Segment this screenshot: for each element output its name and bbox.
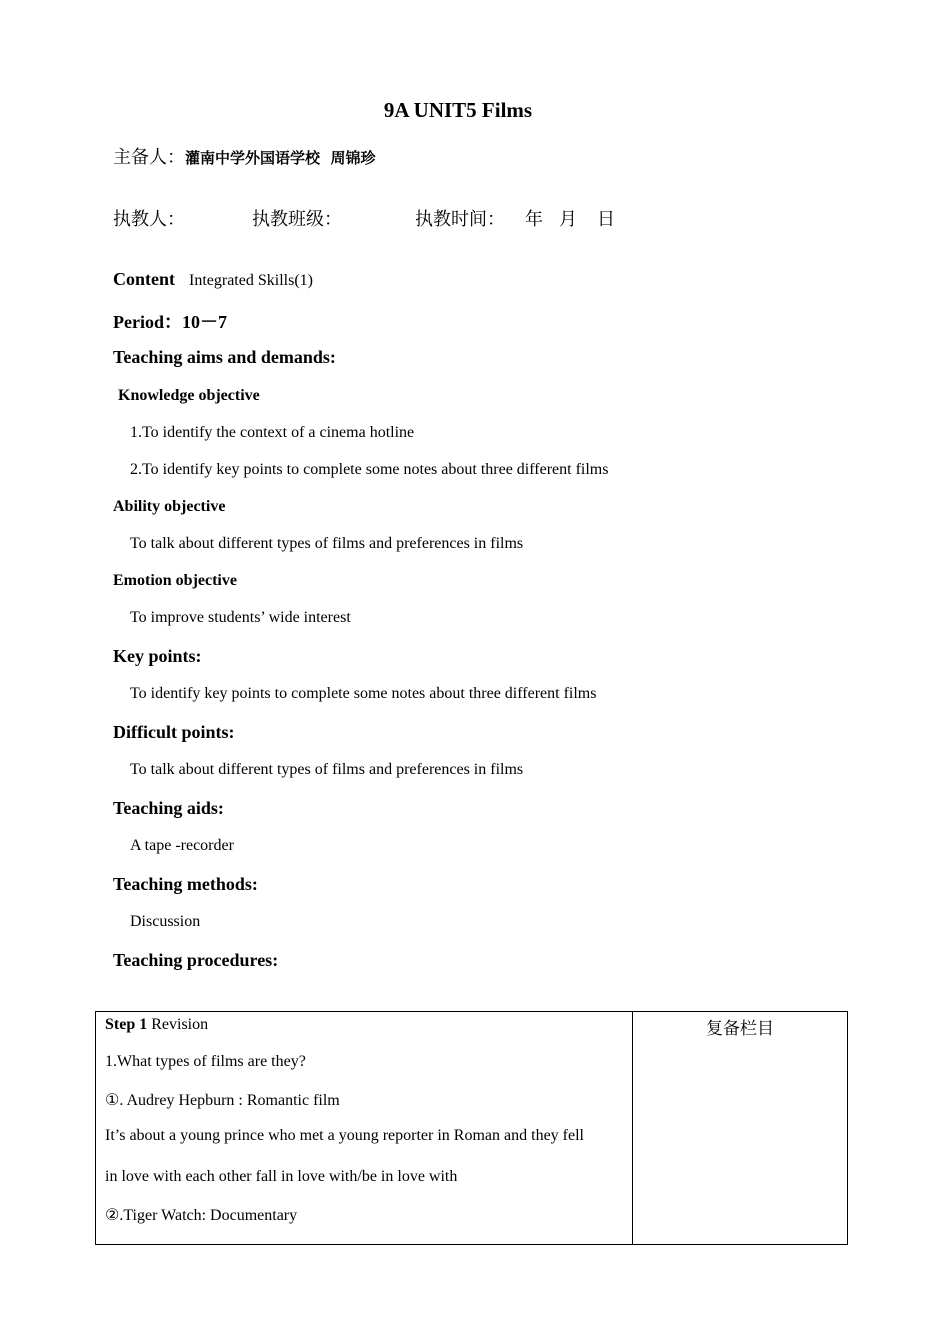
preparer-value: 灌南中学外国语学校 周锦珍 xyxy=(185,149,376,167)
content-line xyxy=(113,269,313,290)
procedure-table xyxy=(95,1011,848,1245)
emotion-text: To improve students’ wide interest xyxy=(130,609,351,626)
content-value: Integrated Skills(1) xyxy=(189,272,313,289)
knowledge-item-2: 2.To identify key points to complete some notes about three different films xyxy=(130,461,609,478)
step-title xyxy=(105,1016,208,1034)
difficult-points-heading: Difficult points: xyxy=(113,722,235,742)
content-label: Content xyxy=(113,269,175,289)
knowledge-item-1: 1.To identify the context of a cinema hotline xyxy=(130,424,415,441)
step-line-3: It’s about a young prince who met a young reporter in Roman and they fell xyxy=(105,1127,584,1144)
knowledge-heading: Knowledge objective xyxy=(118,387,260,404)
teaching-methods-text: Discussion xyxy=(130,913,201,930)
document-title: 9A UNIT5 Films xyxy=(383,98,533,122)
teaching-aids-heading: Teaching aids: xyxy=(113,798,224,818)
procedures-heading: Teaching procedures: xyxy=(113,950,279,970)
key-points-text: To identify key points to complete some notes about three different films xyxy=(130,685,597,702)
ability-heading: Ability objective xyxy=(113,498,226,515)
review-column-title: 复备栏目 xyxy=(706,1019,774,1039)
teaching-aids-text: A tape -recorder xyxy=(130,837,234,854)
procedure-main-cell xyxy=(96,1012,633,1245)
step-line-5: ②.Tiger Watch: Documentary xyxy=(105,1207,298,1224)
step-name: Revision xyxy=(151,1016,209,1033)
month-label: 月 xyxy=(559,209,577,230)
year-label: 年 xyxy=(525,209,543,230)
teaching-methods-heading: Teaching methods: xyxy=(113,874,258,894)
step-line-1: 1.What types of films are they? xyxy=(105,1053,306,1070)
period-line: Period：10－7 xyxy=(113,312,227,332)
preparer-label: 主备人： xyxy=(113,147,185,168)
teacher-label: 执教人： xyxy=(113,209,185,230)
key-points-heading: Key points: xyxy=(113,646,202,666)
difficult-points-text: To talk about different types of films and preferences in films xyxy=(130,761,524,778)
preparer-line xyxy=(113,143,375,169)
aims-heading: Teaching aims and demands: xyxy=(113,347,336,367)
step-line-4: in love with each other fall in love with/be in love with xyxy=(105,1168,458,1185)
class-label: 执教班级： xyxy=(252,209,342,230)
emotion-heading: Emotion objective xyxy=(113,572,237,589)
step-label: Step 1 xyxy=(105,1016,148,1033)
time-label: 执教时间： xyxy=(415,209,505,230)
ability-text: To talk about different types of films and preferences in films xyxy=(130,535,524,552)
step-line-2: ①. Audrey Hepburn : Romantic film xyxy=(105,1092,340,1109)
review-column-cell xyxy=(633,1012,848,1245)
day-label: 日 xyxy=(597,209,615,230)
